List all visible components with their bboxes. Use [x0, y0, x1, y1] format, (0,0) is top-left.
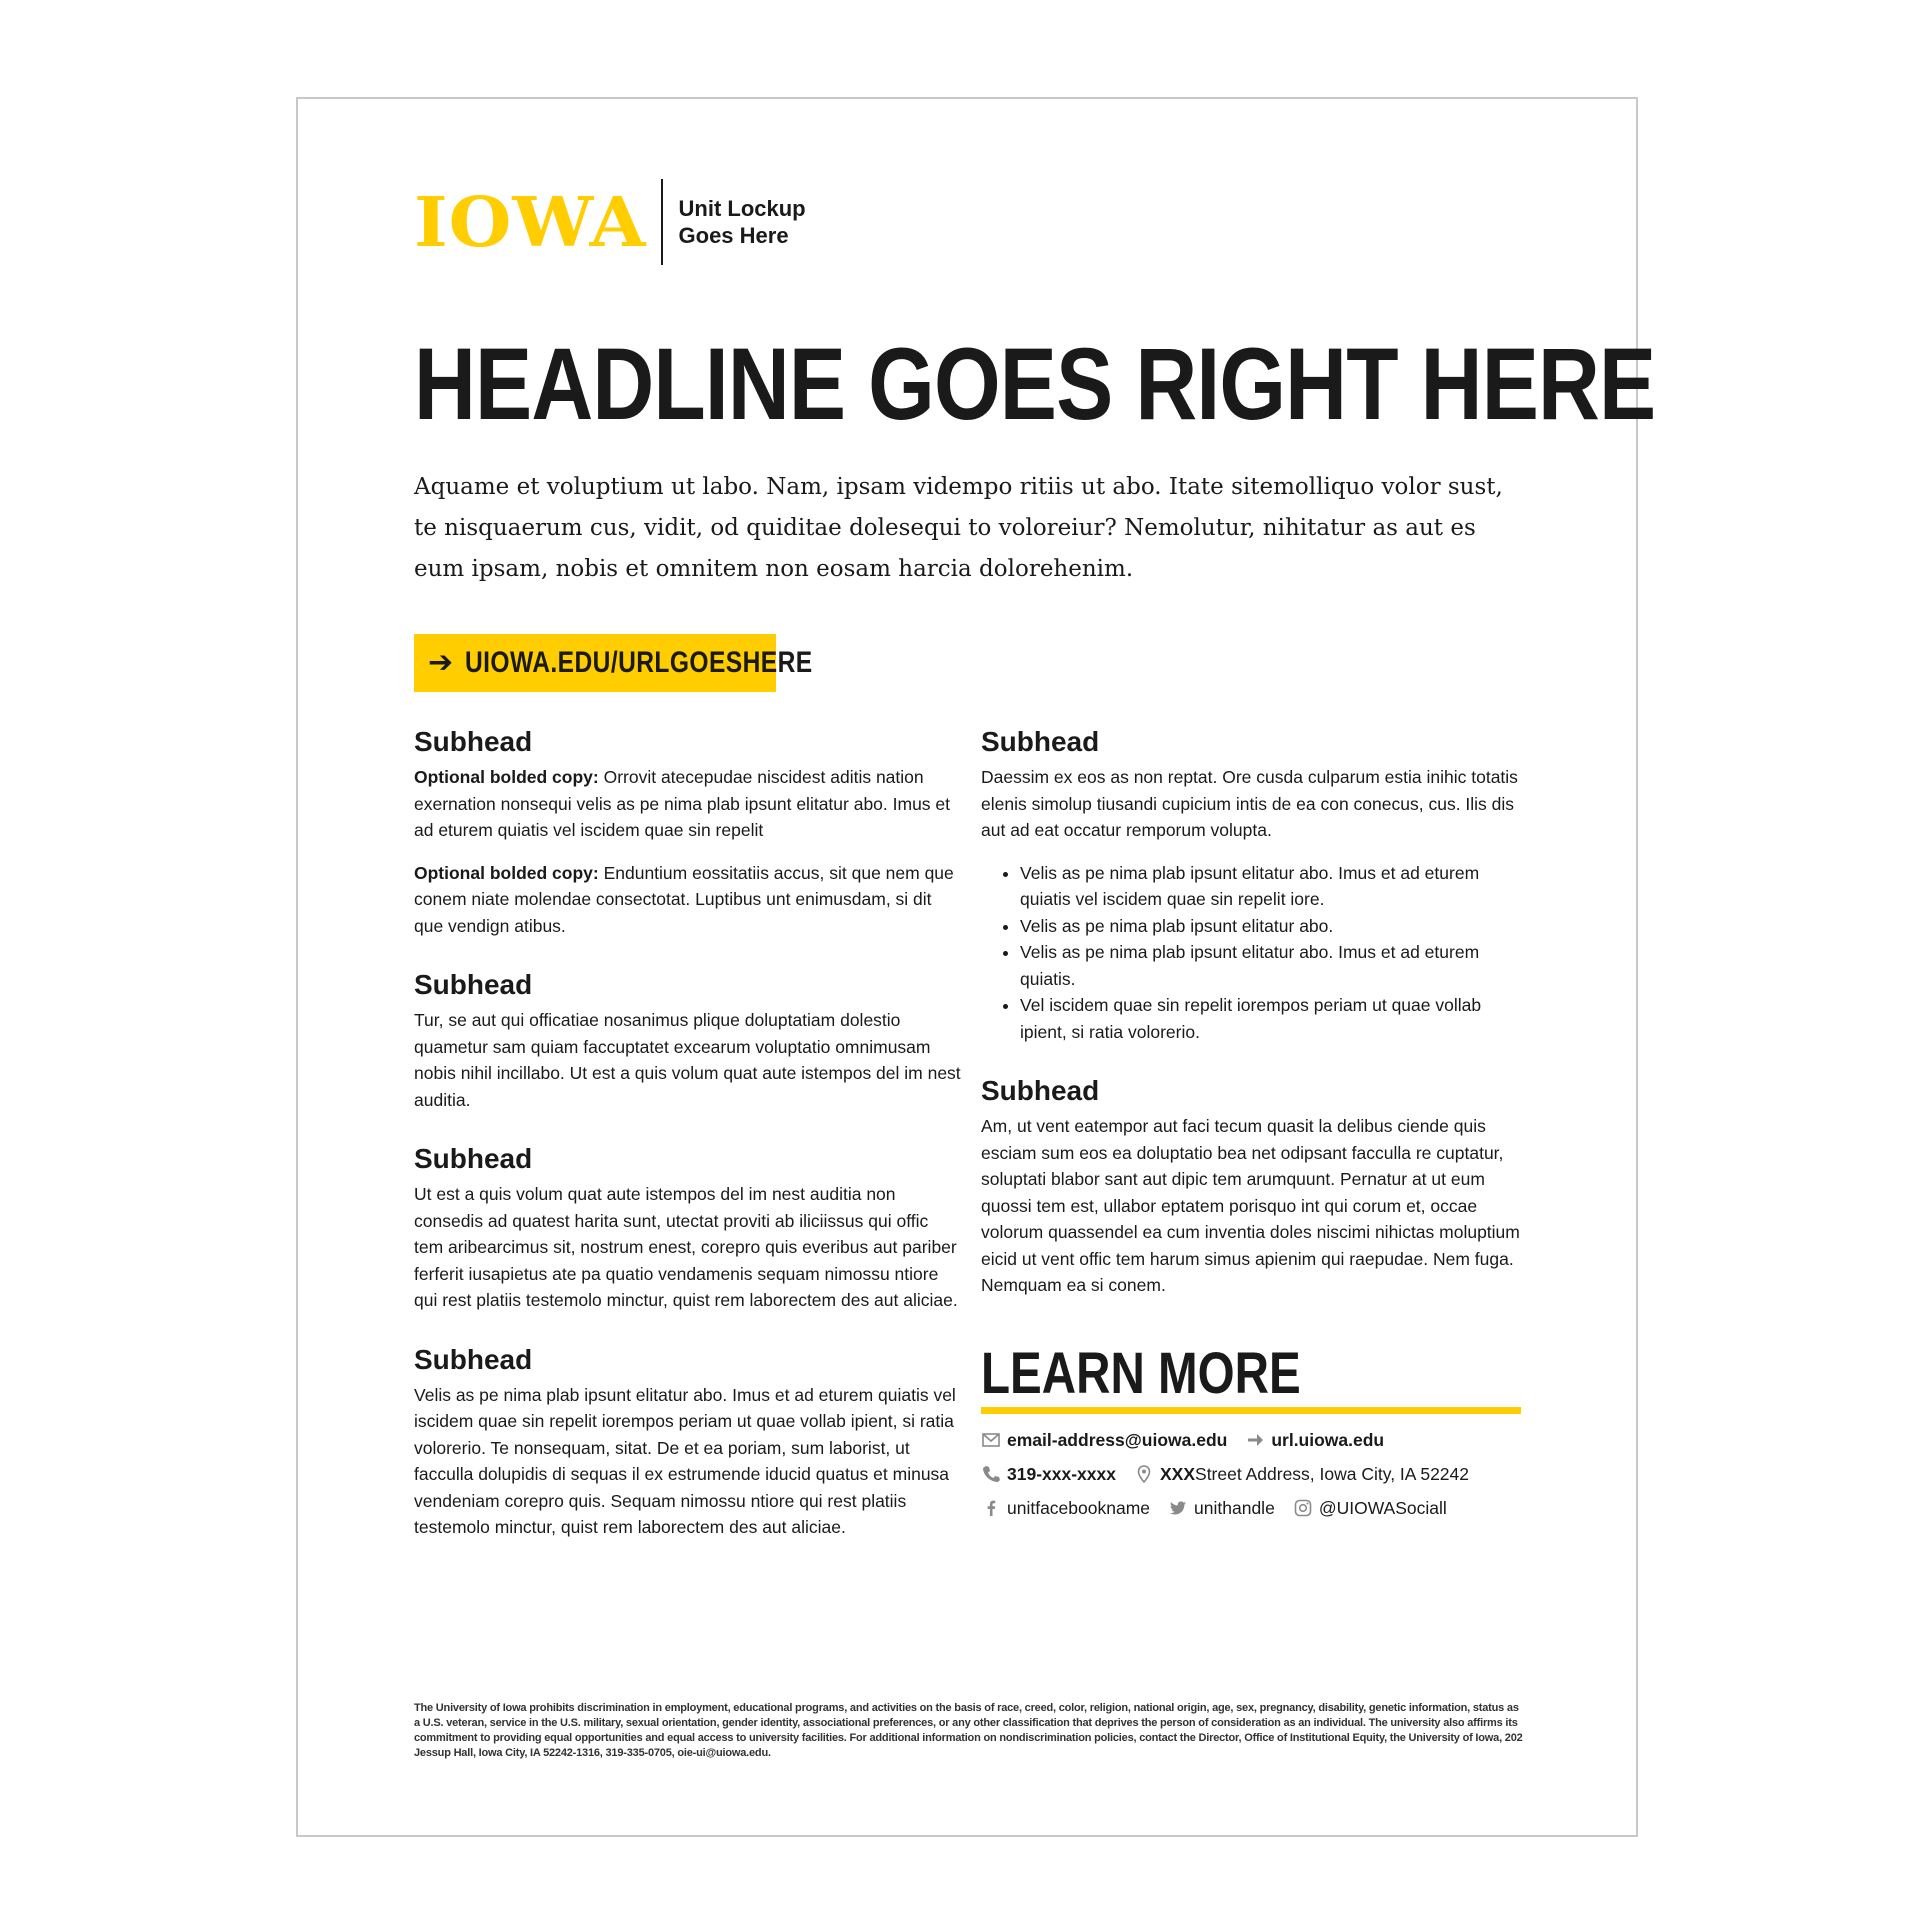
- unit-lockup-line2: Goes Here: [678, 223, 789, 248]
- url-button-label: UIOWA.EDU/URLGOESHERE: [465, 646, 813, 679]
- subhead: Subhead: [414, 1343, 533, 1375]
- body-paragraph: [414, 764, 962, 844]
- bullet-item: • Velis as pe nima plab ipsunt elitatur abo.: [1020, 913, 1529, 940]
- body-text: Enduntium eossitatiis accus, sit que nem que conem niate molendae consectotat. Luptibus unt enimusdam, si dit que vendign atibus.: [414, 862, 954, 936]
- bullet-list: [981, 860, 1529, 1046]
- contact-twitter[interactable]: [1168, 1492, 1275, 1524]
- subhead: Subhead: [981, 726, 1100, 757]
- map-pin-icon: [1134, 1464, 1154, 1484]
- address-number: XXX: [1159, 1463, 1196, 1484]
- bold-lead: Optional bolded copy:: [414, 767, 599, 787]
- contact-phone[interactable]: [981, 1458, 1116, 1490]
- nondiscrimination-disclaimer: The University of Iowa prohibits discrimination in employment, educational programs, and activities on the basis of race, creed, color, religion, national origin, age, sex, pregnancy, disability, genetic information, status as a U.S. veteran, service in the U.S. military, sexual orientation, gender identity, associational preferences, or any other classification that deprives the person of consideration as an individual. The university also affirms its commitment to providing equal opportunities and equal access to university facilities. For additional information on nondiscrimination policies, contact the Director, Office of Institutional Equity, the University of Iowa, 202 Jessup Hall, Iowa City, IA 52242-1316, 319-335-0705, oie-ui@uiowa.edu.: [414, 1702, 1523, 1759]
- unit-lockup-text: [679, 195, 806, 249]
- instagram-icon: [1293, 1498, 1313, 1518]
- contact-instagram[interactable]: [1293, 1492, 1447, 1524]
- lockup-divider: [661, 179, 663, 265]
- body-text: Orrovit atecepudae niscidest aditis nation exernation nonsequi velis as pe nima plab ipsunt elitatur abo. Imus et ad eturem quiatis vel iscidem quae sin repelit: [414, 767, 951, 840]
- bullet-item: • Vel iscidem quae sin repelit iorempos periam ut quae vollab ipient, si ratia volorerio.: [1020, 992, 1529, 1045]
- contact-url[interactable]: [1245, 1424, 1384, 1456]
- subhead: Subhead: [414, 726, 533, 757]
- contact-address: [1134, 1458, 1469, 1490]
- left-column: [414, 724, 962, 1541]
- contact-facebook[interactable]: [981, 1492, 1150, 1524]
- body-paragraph: Velis as pe nima plab ipsunt elitatur abo. Imus et ad eturem quiatis vel iscidem quae sin repelit iorempos periam ut quae vollab ipient, si ratia volorerio. Te nonsequam, sitat. De et ea poriam, sum laborist, ut facculla dolupidis di sequas il ex estrumende iducid quatus et minusa vendeniam corepro quis. Sequam nimossu ntiore qui rest platiis testemolo minctur, quist rem laborectem des aut aliciae.: [414, 1384, 956, 1537]
- address-text: Street Address, Iowa City, IA 52242: [1195, 1463, 1470, 1484]
- body-paragraph: Daessim ex eos as non reptat. Ore cusda culparum estia inihic totatis elenis simolup tiusandi cupicium intis de ea con conecus, cus. Ilis dis aut ad eat occatur remporum volupta.: [981, 767, 1518, 840]
- right-column: [981, 724, 1529, 1524]
- iowa-wordmark-logo: IOWA: [414, 181, 647, 262]
- contact-row-phone-address: [981, 1458, 1529, 1490]
- phone-icon: [981, 1464, 1001, 1484]
- bold-lead: Optional bolded copy:: [414, 862, 599, 883]
- headline: HEADLINE GOES RIGHT HERE: [414, 327, 1656, 441]
- contact-email[interactable]: [981, 1424, 1227, 1456]
- contact-row-email-url: [981, 1424, 1529, 1456]
- phone-number: 319-xxx-xxxx: [1007, 1463, 1116, 1484]
- instagram-handle: @UIOWASociall: [1318, 1497, 1447, 1518]
- email-address: email-address@uiowa.edu: [1007, 1429, 1228, 1450]
- url-button[interactable]: [414, 634, 813, 692]
- envelope-icon: [981, 1430, 1001, 1450]
- intro-paragraph: Aquame et voluptium ut labo. Nam, ipsam vidempo ritiis ut abo. Itate sitemolliquo volor sust, te nisquaerum cus, vidit, od quiditae dolesequi to voloreiur? Nemolutur, nihitatur as aut es eum ipsam, nobis et omnitem non eosam harcia dolorehenim.: [414, 474, 1503, 582]
- arrow-right-icon: [1245, 1430, 1265, 1450]
- facebook-icon: [981, 1498, 1001, 1518]
- body-paragraph: [414, 860, 962, 940]
- body-paragraph: Tur, se aut qui officatiae nosanimus plique doluptatiam dolestio quametur sam quiam faccuptatet excearum voluptatio omnimusam nobis nihil incillabo. Ut est a quis volum quat aute istempos del im nest auditia.: [414, 1010, 961, 1110]
- bullet-item: • Velis as pe nima plab ipsunt elitatur abo. Imus et ad eturem quiatis vel iscidem quae sin repelit iore.: [1020, 860, 1529, 913]
- facebook-name: unitfacebookname: [1007, 1497, 1151, 1518]
- bullet-item: • Velis as pe nima plab ipsunt elitatur abo. Imus et ad eturem quiatis.: [1020, 939, 1529, 992]
- twitter-icon: [1168, 1498, 1188, 1518]
- website-url: url.uiowa.edu: [1271, 1429, 1385, 1450]
- subhead: Subhead: [414, 1143, 533, 1174]
- unit-lockup-line1: Unit Lockup: [678, 196, 806, 221]
- learn-more-rule: [981, 1407, 1521, 1414]
- learn-more-title: LEARN MORE: [981, 1340, 1301, 1406]
- body-paragraph: Ut est a quis volum quat aute istempos del im nest auditia non consedis ad quatest harita sunt, utectat proviti ab iliciissus qui offic tem aribearcimus sit, nostrum enest, corepro quis everibus aut pariber ferferit iusapietus ate pa quatio vendamenis sequam nimossu ntiore qui rest platiis testemolo minctur, quist rem laborectem des aut aliciae.: [414, 1184, 958, 1310]
- subhead: Subhead: [414, 969, 533, 1000]
- arrow-right-icon: ➔: [428, 646, 454, 679]
- contact-row-social: [981, 1492, 1529, 1524]
- subhead: Subhead: [981, 1075, 1100, 1106]
- logo-lockup: [414, 179, 806, 265]
- body-paragraph: Am, ut vent eatempor aut faci tecum quasit la delibus ciende quis esciam sum eos ea doluptatio bea net odipsant facculla re cuptatur, soluptati blabor sant aut dipic tem arumquunt. Pernatur at ut eum quossi tem est, ullabor eptatem porisquo int qui corum et, occae volorum quassendel ea cum inventia doles niscimi nihictas moluptium eicid ut vent offic tem harum simus apienim qui raepudae. Nem fuga. Nemquam ea si conem.: [981, 1116, 1520, 1295]
- flyer-page: [296, 97, 1656, 1837]
- twitter-handle: unithandle: [1194, 1497, 1275, 1518]
